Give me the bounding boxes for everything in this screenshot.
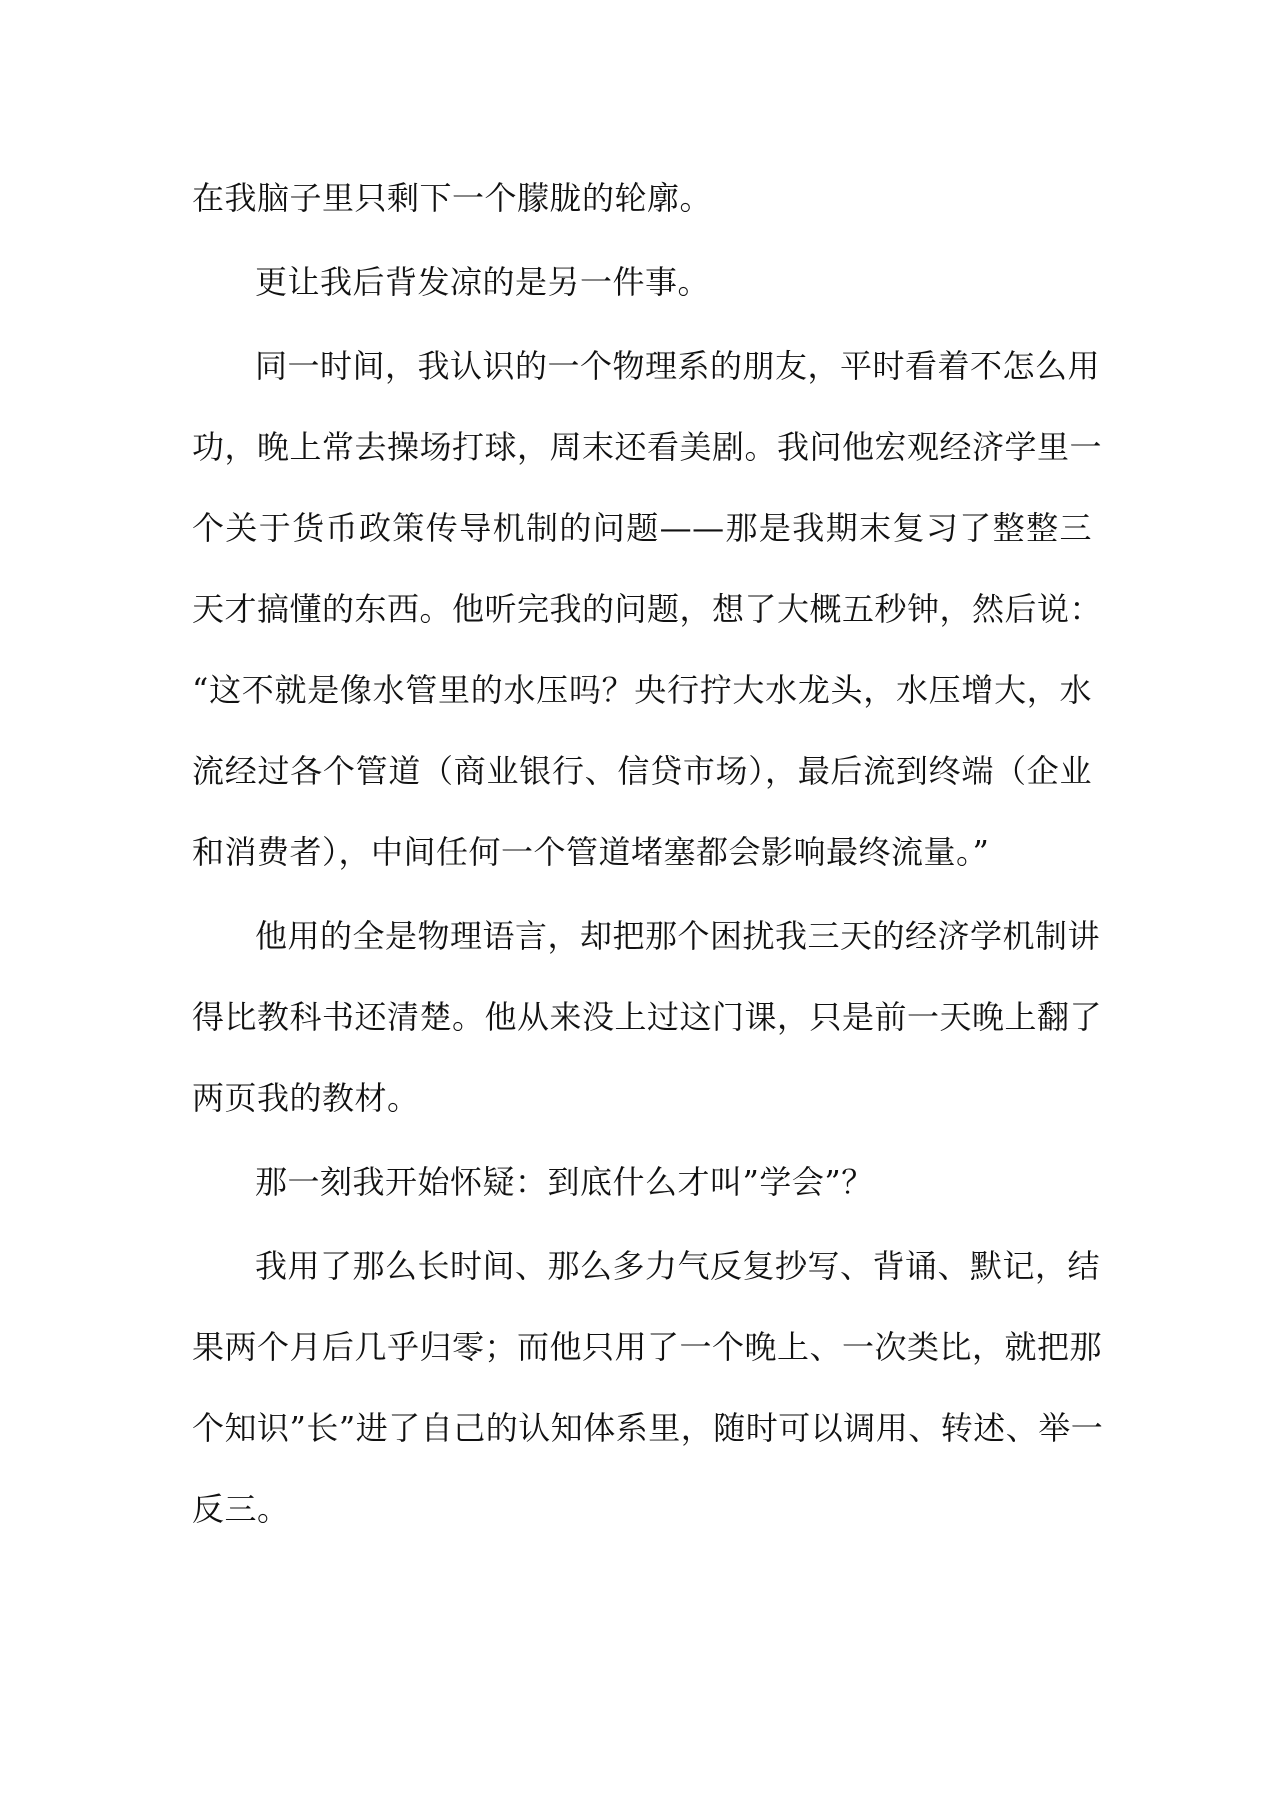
text-line-14: 我用了那么长时间、那么多力气反复抄写、背诵、默记，结 bbox=[255, 1247, 1101, 1285]
text-line-15: 果两个月后几乎归零；而他只用了一个晚上、一次类比，就把那 bbox=[192, 1328, 1103, 1366]
text-line-1: 在我脑子里只剩下一个朦胧的轮廓。 bbox=[192, 179, 713, 217]
text-line-5: 个关于货币政策传导机制的问题——那是我期末复习了整整三 bbox=[192, 509, 1092, 547]
text-line-3: 同一时间，我认识的一个物理系的朋友，平时看着不怎么用 bbox=[255, 347, 1101, 385]
text-line-12: 两页我的教材。 bbox=[192, 1079, 420, 1117]
text-line-8: 流经过各个管道（商业银行、信贷市场），最后流到终端（企业 bbox=[192, 752, 1092, 790]
text-line-16: 个知识”长”进了自己的认知体系里，随时可以调用、转述、举一 bbox=[192, 1409, 1104, 1447]
text-line-17: 反三。 bbox=[192, 1490, 290, 1528]
text-line-9: 和消费者），中间任何一个管道堵塞都会影响最终流量。” bbox=[192, 833, 990, 871]
text-line-6: 天才搞懂的东西。他听完我的问题，想了大概五秒钟，然后说： bbox=[192, 590, 1103, 628]
text-line-2: 更让我后背发凉的是另一件事。 bbox=[255, 263, 711, 301]
text-line-4: 功，晚上常去操场打球，周末还看美剧。我问他宏观经济学里一 bbox=[192, 428, 1103, 466]
text-line-10: 他用的全是物理语言，却把那个困扰我三天的经济学机制讲 bbox=[255, 917, 1101, 955]
text-line-13: 那一刻我开始怀疑：到底什么才叫”学会”？ bbox=[255, 1163, 874, 1201]
text-line-7: “这不就是像水管里的水压吗？央行拧大水龙头，水压增大，水 bbox=[192, 671, 1092, 709]
text-line-11: 得比教科书还清楚。他从来没上过这门课，只是前一天晚上翻了 bbox=[192, 998, 1103, 1036]
